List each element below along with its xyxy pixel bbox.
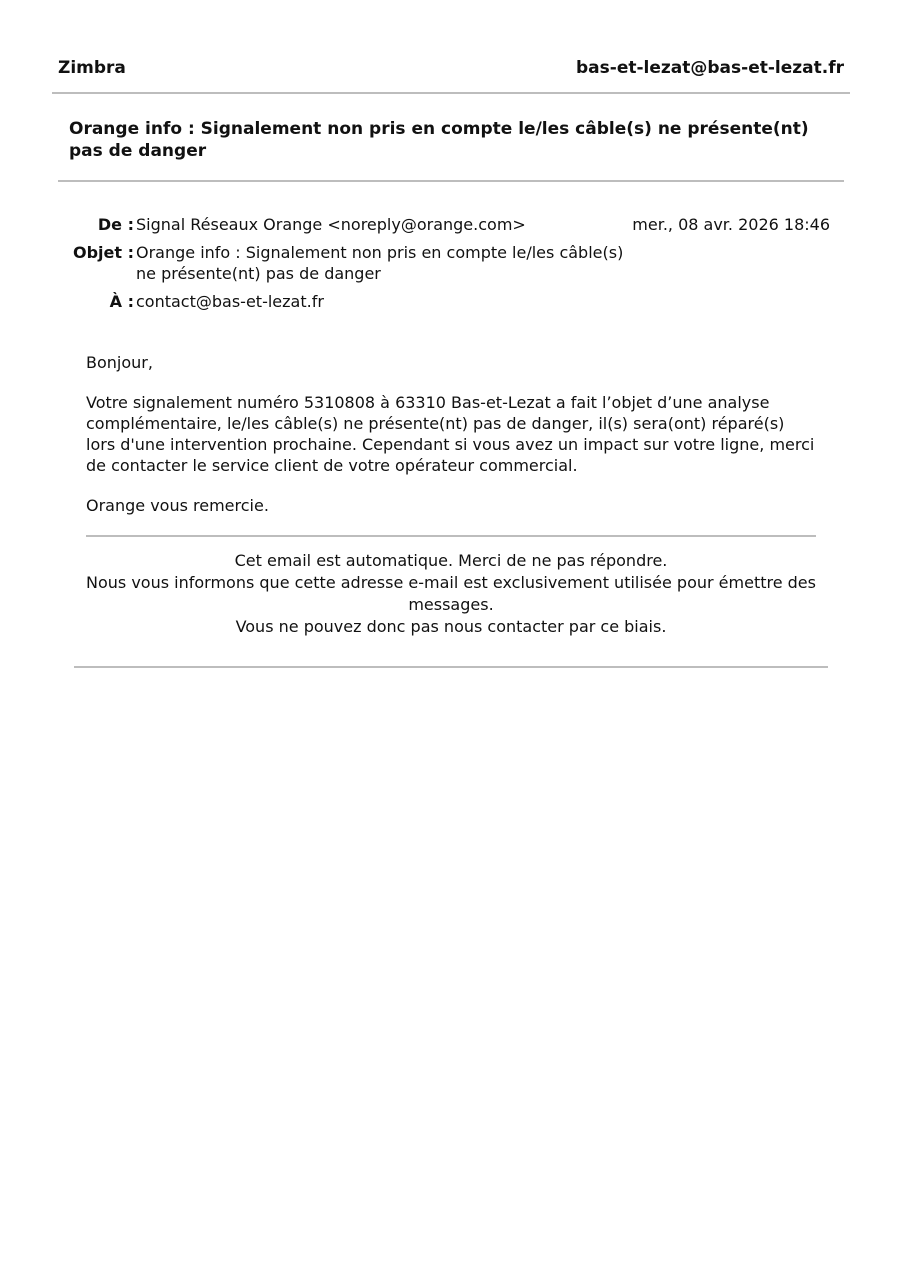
subject-value: Orange info : Signalement non pris en compte le/les câble(s) ne présente(nt) pas de danger <box>136 243 624 283</box>
message-end-divider <box>74 666 828 668</box>
notice-line-1: Cet email est automatique. Merci de ne pas répondre. <box>234 551 668 570</box>
to-row <box>58 291 844 312</box>
to-value[interactable]: contact@bas-et-lezat.fr <box>136 292 324 311</box>
subject-label: Objet : <box>72 243 134 262</box>
message-headers <box>58 214 844 319</box>
message-body <box>86 352 816 535</box>
notice-line-3: Vous ne pouvez donc pas nous contacter par ce biais. <box>235 617 667 636</box>
account-email: bas-et-lezat@bas-et-lezat.fr <box>576 58 844 78</box>
to-label: À : <box>109 292 134 311</box>
from-label: De : <box>97 215 134 234</box>
automatic-email-notice <box>86 550 816 638</box>
message-date: mer., 08 avr. 2026 18:46 <box>632 215 830 234</box>
print-header <box>52 58 850 94</box>
from-value[interactable]: Signal Réseaux Orange <noreply@orange.com> <box>136 215 526 234</box>
subject-row <box>58 242 844 284</box>
notice-line-2: Nous vous informons que cette adresse e-mail est exclusivement utilisée pour émettre des messages. <box>86 573 816 614</box>
body-divider <box>86 535 816 537</box>
body-greeting: Bonjour, <box>86 353 153 372</box>
from-row <box>58 214 844 235</box>
message-subject-title: Orange info : Signalement non pris en compte le/les câble(s) ne présente(nt) pas de danger <box>58 118 844 182</box>
body-closing: Orange vous remercie. <box>86 496 269 515</box>
body-paragraph: Votre signalement numéro 5310808 à 63310 Bas-et-Lezat a fait l’objet d’une analyse complémentaire, le/les câble(s) ne présente(nt) pas de danger, il(s) sera(ont) réparé(s) lors d'une intervention prochaine. Cependant si vous avez un impact sur votre ligne, merci de contacter le service client de votre opérateur commercial. <box>86 393 815 475</box>
app-name: Zimbra <box>58 58 126 78</box>
